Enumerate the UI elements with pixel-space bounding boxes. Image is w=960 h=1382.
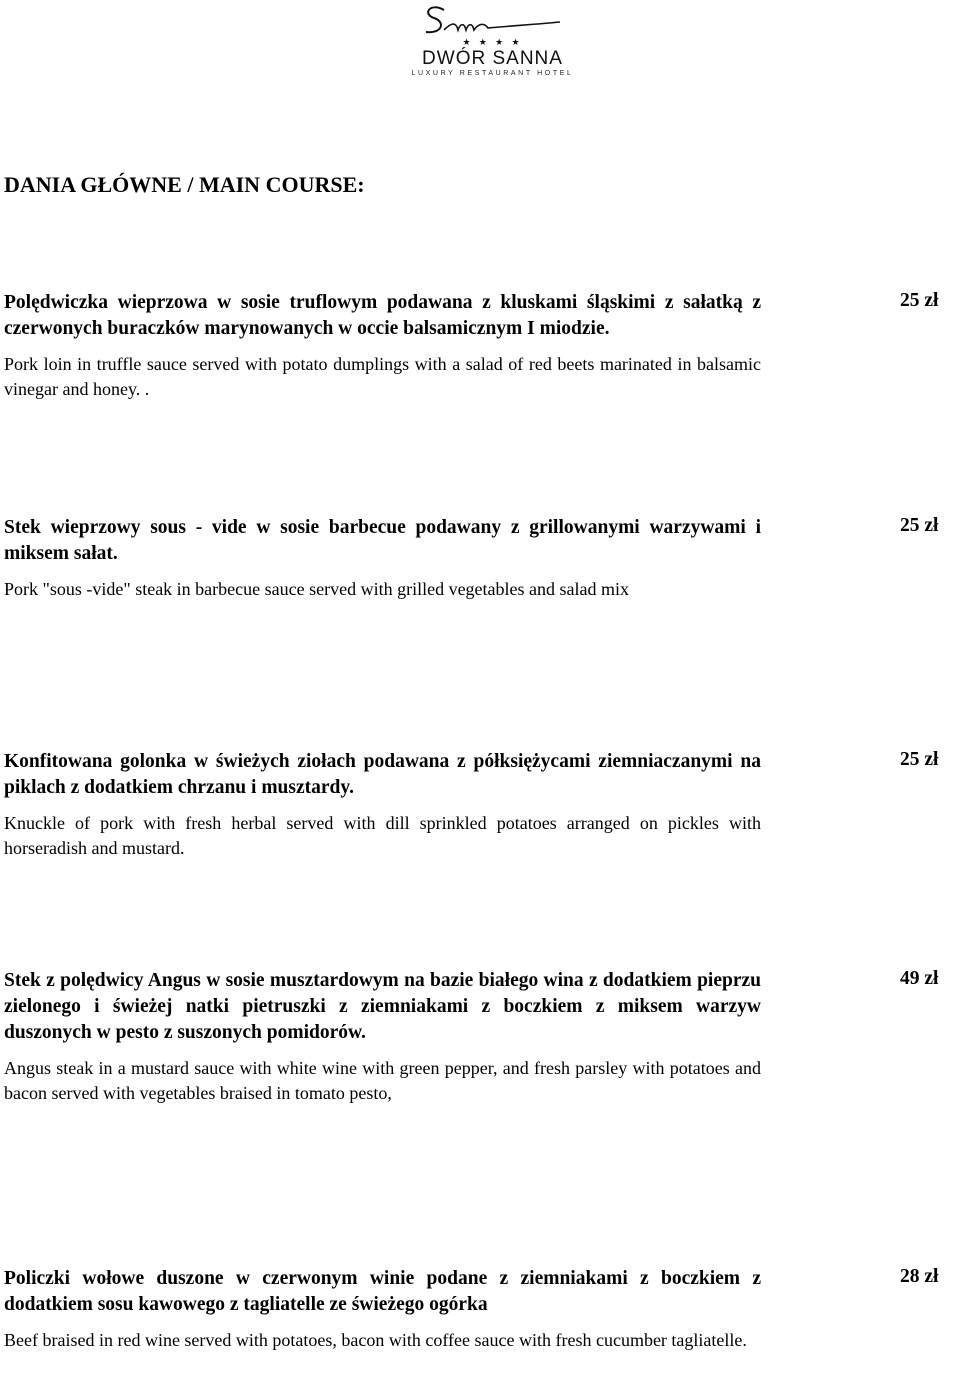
dish-description-en: Pork "sous -vide" steak in barbecue sauce served with grilled vegetables and salad mix bbox=[4, 579, 630, 599]
dish-description-en: Beef braised in red wine served with potatoes, bacon with coffee sauce with fresh cucumber tagliatelle. bbox=[4, 1330, 747, 1350]
dish-name-pl: Polędwiczka wieprzowa w sosie truflowym podawana z kluskami śląskimi z sałatką z czerwonych buraczków marynowanych w occie balsamicznym I miodzie. bbox=[4, 292, 761, 339]
script-logo-text: Sanna bbox=[492, 22, 495, 23]
dish-price: 28 zł bbox=[900, 1266, 939, 1287]
logo-name: DWÓR SANNA bbox=[422, 48, 563, 69]
section-title: DANIA GŁÓWNE / MAIN COURSE: bbox=[4, 172, 365, 197]
dish-name-pl: Stek wieprzowy sous - vide w sosie barbecue podawany z grillowanymi warzywami i miksem sałat. bbox=[4, 517, 761, 564]
dish-item bbox=[4, 1266, 761, 1353]
dish-description-en: Angus steak in a mustard sauce with white wine with green pepper, and fresh parsley with potatoes and bacon served with vegetables braised in tomato pesto, bbox=[4, 1058, 761, 1103]
dish-price: 25 zł bbox=[900, 290, 939, 311]
logo-stars: ★ ★ ★ ★ bbox=[462, 37, 523, 47]
dish-item bbox=[4, 749, 761, 860]
script-logo-icon bbox=[400, 0, 585, 40]
dish-item bbox=[4, 290, 761, 401]
dish-name-pl: Policzki wołowe duszone w czerwonym winie podane z ziemniakami z boczkiem z dodatkiem sosu kawowego z tagliatelle ze świeżego ogórka bbox=[4, 1268, 761, 1315]
dish-item bbox=[4, 968, 761, 1105]
dish-price: 25 zł bbox=[900, 749, 939, 770]
logo-tagline: LUXURY RESTAURANT HOTEL bbox=[411, 70, 574, 77]
dish-description-en: Knuckle of pork with fresh herbal served with dill sprinkled potatoes arranged on pickles with horseradish and mustard. bbox=[4, 813, 761, 858]
dish-name-pl: Stek z polędwicy Angus w sosie musztardowym na bazie białego wina z dodatkiem pieprzu zielonego i świeżej natki pietruszki z ziemniakami z boczkiem z miksem warzyw duszonych w pesto z suszonych pomidorów. bbox=[4, 970, 761, 1043]
dish-description-en: Pork loin in truffle sauce served with potato dumplings with a salad of red beets marinated in balsamic vinegar and honey. . bbox=[4, 354, 761, 399]
dish-item bbox=[4, 515, 761, 602]
dish-name-pl: Konfitowana golonka w świeżych ziołach podawana z półksiężycami ziemniaczanymi na piklach z dodatkiem chrzanu i musztardy. bbox=[4, 751, 761, 798]
dish-price: 25 zł bbox=[900, 515, 939, 536]
dish-price: 49 zł bbox=[900, 968, 939, 989]
hotel-logo bbox=[400, 0, 585, 84]
